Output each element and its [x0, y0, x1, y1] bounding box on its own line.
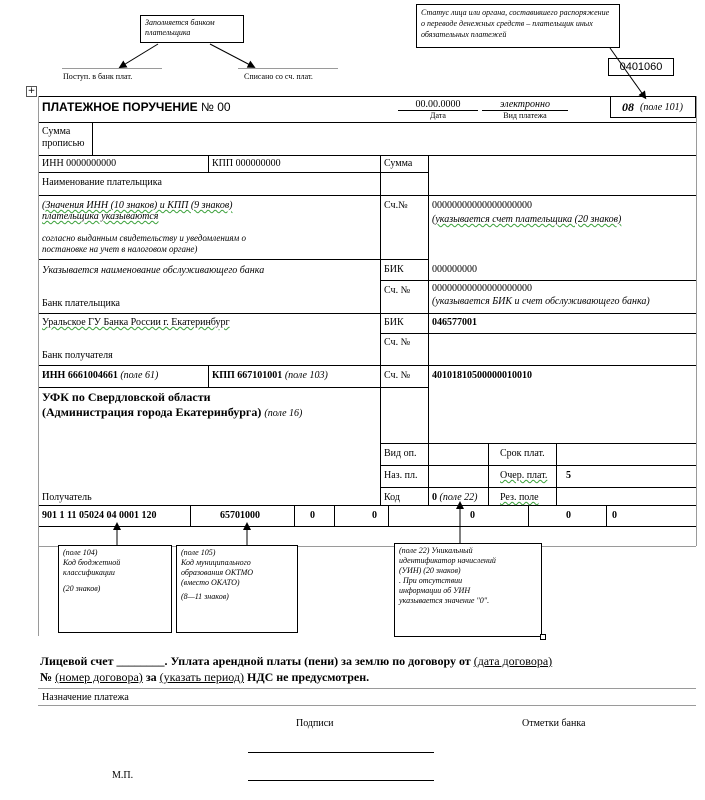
recipient-bank-label: Банк получателя: [42, 350, 113, 361]
ocher-label-text: Очер. плат.: [500, 470, 548, 481]
payer-bank-acc-value: 00000000000000000000: [432, 283, 532, 294]
recipient-kpp: [212, 370, 328, 382]
note-104-line: (поле 104): [63, 548, 98, 557]
kod-label: Код: [384, 492, 400, 503]
grid-line: [38, 155, 696, 156]
purpose-l1-c: (дата договора): [473, 654, 553, 668]
tax-110: 0: [612, 510, 617, 521]
payer-account-note-text: (указывается счет плательщика (20 знаков): [432, 214, 622, 225]
recipient-bank-name-text: Уральское ГУ Банка России г. Екатеринбург: [42, 317, 230, 328]
recipient-acc-label: Сч. №: [384, 370, 411, 381]
recipient-bank-acc-label: Сч. №: [384, 337, 411, 348]
ocher-label: [500, 470, 547, 482]
payer-bank-acc-note: (указывается БИК и счет обслуживающего банка): [432, 296, 650, 307]
tax-108: 0: [470, 510, 475, 521]
payer-note-4: постановке на учет в налоговом органе): [42, 244, 198, 254]
rez-label: [500, 492, 539, 504]
recipient-name-2: [42, 405, 302, 421]
bank-marks-label: Отметки банка: [522, 718, 586, 729]
tax-vline: [606, 505, 607, 526]
recipient-inn: [42, 370, 158, 382]
form-title: [42, 100, 231, 114]
kod-value: [432, 492, 477, 504]
note-22-line: информации об УИН: [399, 586, 471, 595]
grid-vline: [92, 122, 93, 155]
form-code: 0401060: [619, 61, 663, 73]
tax-107: 0: [372, 510, 377, 521]
tax-vline: [334, 505, 335, 526]
purpose-l2-d: (указать период): [159, 670, 245, 684]
purpose-bottom-line: [38, 705, 696, 706]
srok-label: Срок плат.: [500, 448, 545, 459]
grid-vline: [208, 365, 209, 387]
grid-vline: [380, 155, 381, 505]
kod-value-text: 0: [432, 492, 437, 503]
debited-label: Списано со сч. плат.: [244, 72, 313, 81]
date-label: Дата: [430, 111, 446, 120]
payer-bank-acc-label: Сч. №: [384, 285, 411, 296]
status-note-text: Статус лица или органа, составившего распоряжение о переводе денежных средств – плательщик иных обязательных платежей: [421, 8, 610, 39]
recipient-name-field: (поле 16): [264, 408, 303, 419]
tax-vline: [388, 505, 389, 526]
tax-kbk: 901 1 11 05024 04 0001 120: [42, 510, 157, 521]
recipient-acc-value: 40101810500000010010: [432, 370, 532, 381]
payer-account-note: [432, 214, 621, 226]
note-22-line: (УИН) (20 знаков): [399, 566, 461, 575]
payer-name-label: Наименование плательщика: [42, 177, 162, 188]
tax-vline: [528, 505, 529, 526]
form-title-text: ПЛАТЕЖНОЕ ПОРУЧЕНИЕ: [42, 100, 198, 114]
note-22-line: (поле 22) Уникальный: [399, 546, 473, 555]
purpose-label: Назначение платежа: [42, 692, 129, 703]
note-field-105: [176, 545, 298, 633]
status-code: 08: [622, 100, 634, 114]
tax-106: 0: [310, 510, 315, 521]
grid-vline: [556, 443, 557, 505]
grid-line: [38, 505, 696, 506]
note-105-line: Код муниципального: [181, 558, 251, 567]
recipient-bank-name: [42, 317, 230, 329]
note-105-line: (поле 105): [181, 548, 216, 557]
grid-line: [38, 387, 428, 388]
grid-line: [38, 195, 696, 196]
recipient-kpp-field: (поле 103): [284, 370, 328, 381]
recipient-inn-field: (поле 61): [120, 370, 159, 381]
signatures-label: Подписи: [296, 718, 334, 729]
purpose-l1-a: Лицевой счет: [40, 654, 114, 668]
payer-inn: ИНН 0000000000: [42, 158, 117, 169]
purpose-l2-e: НДС не предусмотрен.: [247, 670, 370, 684]
pay-type-value: электронно: [500, 99, 550, 110]
note-field-104: [58, 545, 172, 633]
tax-vline: [294, 505, 295, 526]
payer-note-1-text: (Значения ИНН (10 знаков) и КПП (9 знаков): [42, 200, 233, 211]
kod-field: (поле 22): [439, 492, 478, 503]
date-value: 00.00.0000: [415, 99, 461, 110]
payer-account-label: Сч.№: [384, 200, 408, 211]
recipient-inn-text: ИНН 6661004661: [42, 370, 118, 381]
recipient-bank-bik-label: БИК: [384, 317, 404, 328]
grid-line: [38, 172, 428, 173]
payer-account-value: 00000000000000000000: [432, 200, 532, 211]
grid-top: [38, 96, 696, 97]
grid-vline: [488, 443, 489, 505]
received-label: Поступ. в банк плат.: [63, 72, 133, 81]
payer-bank-label: Банк плательщика: [42, 298, 120, 309]
grid-line: [38, 259, 428, 260]
grid-line: [38, 526, 696, 527]
tax-109: 0: [566, 510, 571, 521]
payer-sum-label: Сумма: [384, 158, 413, 169]
grid-vline: [428, 155, 429, 505]
note-22-line: . При отсутствии: [399, 576, 463, 585]
recipient-label: Получатель: [42, 492, 92, 503]
tax-oktmo: 65701000: [220, 510, 260, 521]
amount-words-label: Сумма прописью: [42, 126, 85, 149]
purpose-l2-b: (номер договора): [55, 670, 143, 684]
grid-vline-right: [696, 96, 697, 546]
note-105-line: (вместо ОКАТО): [181, 578, 240, 587]
payer-kpp: КПП 000000000: [212, 158, 281, 169]
bank-fills-text: Заполняется банком плательщика: [145, 18, 215, 37]
note-104-line: классификации: [63, 568, 115, 577]
payer-note-2-text: плательщика указываются: [42, 211, 159, 222]
grid-vline-left: [38, 96, 39, 636]
payer-bank-hint: Указывается наименование обслуживающего банка: [42, 265, 265, 276]
move-handle-icon[interactable]: +: [27, 86, 36, 96]
purpose-l1-blank: ________: [116, 654, 165, 668]
grid-vline: [208, 155, 209, 172]
payer-bank-bik-value: 000000000: [432, 264, 477, 275]
note-field-22: [394, 543, 542, 637]
recipient-name-2-text: (Администрация города Екатеринбурга): [42, 405, 262, 419]
grid-line: [38, 365, 696, 366]
mp-label: М.П.: [112, 770, 134, 781]
note-105-line: образования ОКТМО: [181, 568, 254, 577]
note-104-line: (20 знаков): [63, 584, 101, 593]
payer-bank-bik-label: БИК: [384, 264, 404, 275]
note-22-line: указывается значение "0".: [399, 596, 490, 605]
payer-note-3: согласно выданным свидетельству и уведомлениям о: [42, 233, 247, 243]
payer-note-2: [42, 211, 158, 223]
rez-label-text: Рез. поле: [500, 492, 539, 503]
purpose-l1-b: . Уплата арендной платы (пени) за землю по договору от: [164, 654, 471, 668]
vid-op-label: Вид оп.: [384, 448, 417, 459]
resize-handle[interactable]: [540, 634, 546, 640]
status-field: (поле 101): [640, 102, 683, 113]
purpose-line: [38, 688, 696, 689]
purpose-l2-c: за: [145, 670, 157, 684]
purpose-l2-a: №: [40, 670, 53, 684]
grid-line: [38, 313, 696, 314]
recipient-name-1: УФК по Свердловской области: [42, 390, 211, 404]
naz-label: Наз. пл.: [384, 470, 418, 481]
note-22-line: идентификатор начислений: [399, 556, 496, 565]
recipient-kpp-text: КПП 667101001: [212, 370, 283, 381]
note-104-line: Код бюджетной: [63, 558, 121, 567]
signature-line-2: [248, 780, 434, 781]
ocher-value: 5: [566, 470, 571, 481]
signature-line-1: [248, 752, 434, 753]
grid-line: [38, 122, 696, 123]
purpose-line-2: [40, 670, 369, 684]
pay-type-label: Вид платежа: [503, 111, 547, 120]
form-number: № 00: [200, 100, 231, 114]
recipient-bank-bik-value: 046577001: [432, 317, 477, 328]
purpose-line-1: [40, 654, 552, 668]
tax-vline: [190, 505, 191, 526]
note-105-line: (8—11 знаков): [181, 592, 229, 601]
